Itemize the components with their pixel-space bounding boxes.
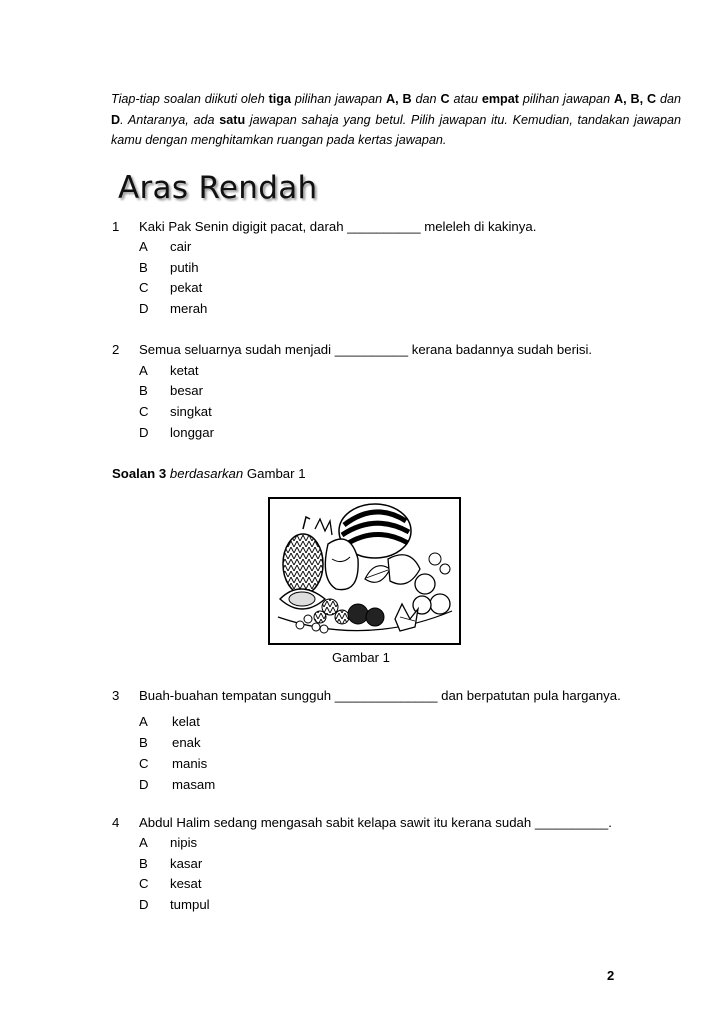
option-text: kasar bbox=[170, 856, 203, 871]
option-letter: C bbox=[139, 280, 149, 295]
ref-bold: Soalan 3 bbox=[112, 466, 167, 481]
fruits-drawing bbox=[270, 499, 459, 643]
instr-bold: empat bbox=[481, 92, 519, 106]
figure-caption: Gambar 1 bbox=[332, 650, 390, 665]
option-letter: A bbox=[139, 714, 148, 729]
question-number: 1 bbox=[112, 219, 120, 234]
instr-bold: tiga bbox=[268, 92, 291, 106]
question-number: 3 bbox=[112, 688, 120, 703]
option-text: nipis bbox=[170, 835, 198, 850]
instr-text: Tiap-tiap soalan diikuti oleh bbox=[111, 92, 269, 106]
option-text: manis bbox=[172, 756, 208, 771]
instr-bold: , bbox=[639, 92, 647, 106]
instr-bold: satu bbox=[219, 112, 246, 127]
option-text: longgar bbox=[170, 425, 214, 440]
option-letter: D bbox=[139, 301, 149, 316]
option-text: besar bbox=[170, 383, 203, 398]
option-text: enak bbox=[172, 735, 201, 750]
option-letter: D bbox=[139, 425, 149, 440]
question-text: Buah-buahan tempatan sungguh ______________ dan berpatutan pula harganya. bbox=[139, 688, 621, 703]
option-letter: D bbox=[139, 777, 149, 792]
instr-bold: , bbox=[623, 92, 631, 106]
instr-text: pilihan jawapan bbox=[290, 92, 386, 106]
instr-text: jawapan sahaja yang betul. Pilih jawapan itu. Kemudian, tandakan jawapan kamu dengan menghitamkan ruangan pada kertas jawapan. bbox=[111, 112, 681, 147]
option-text: kesat bbox=[170, 876, 202, 891]
instructions bbox=[111, 89, 681, 151]
ref-italic: berdasarkan bbox=[166, 466, 244, 481]
instr-bold: A bbox=[613, 92, 624, 106]
instr-bold: B bbox=[402, 92, 412, 106]
instr-text: atau bbox=[449, 92, 482, 106]
option-text: ketat bbox=[170, 363, 199, 378]
option-text: kelat bbox=[172, 714, 200, 729]
question-text: Semua seluarnya sudah menjadi __________ kerana badannya sudah berisi. bbox=[139, 342, 593, 357]
option-text: singkat bbox=[170, 404, 212, 419]
page-number: 2 bbox=[607, 968, 615, 983]
option-text: merah bbox=[170, 301, 208, 316]
option-letter: B bbox=[139, 856, 148, 871]
option-letter: C bbox=[139, 756, 149, 771]
instr-text: dan bbox=[656, 92, 682, 106]
instr-bold: , bbox=[395, 92, 403, 106]
instr-bold: D bbox=[111, 112, 121, 127]
soalan3-reference bbox=[112, 464, 306, 485]
option-letter: C bbox=[139, 404, 149, 419]
option-letter: A bbox=[139, 239, 148, 254]
instr-bold: C bbox=[647, 92, 657, 106]
question-number: 4 bbox=[112, 815, 120, 830]
instr-text: . Antaranya, ada bbox=[120, 112, 220, 127]
ref-text: Gambar 1 bbox=[243, 466, 306, 481]
question-number: 2 bbox=[112, 342, 120, 357]
option-letter: B bbox=[139, 260, 148, 275]
option-text: cair bbox=[170, 239, 192, 254]
option-letter: C bbox=[139, 876, 149, 891]
section-heading: Aras Rendah bbox=[118, 170, 318, 206]
option-text: pekat bbox=[170, 280, 203, 295]
instr-bold: A bbox=[386, 92, 396, 106]
fruit-illustration bbox=[268, 497, 461, 645]
instr-text: pilihan jawapan bbox=[518, 92, 614, 106]
instr-text: dan bbox=[411, 92, 441, 106]
instr-bold: B bbox=[630, 92, 640, 106]
option-text: tumpul bbox=[170, 897, 210, 912]
option-text: masam bbox=[172, 777, 216, 792]
question-text: Kaki Pak Senin digigit pacat, darah __________ meleleh di kakinya. bbox=[139, 219, 537, 234]
question-text: Abdul Halim sedang mengasah sabit kelapa sawit itu kerana sudah __________. bbox=[139, 815, 612, 830]
option-letter: B bbox=[139, 735, 148, 750]
option-letter: B bbox=[139, 383, 148, 398]
option-letter: A bbox=[139, 363, 148, 378]
option-letter: A bbox=[139, 835, 148, 850]
option-text: putih bbox=[170, 260, 199, 275]
instr-bold: C bbox=[440, 92, 450, 106]
option-letter: D bbox=[139, 897, 149, 912]
